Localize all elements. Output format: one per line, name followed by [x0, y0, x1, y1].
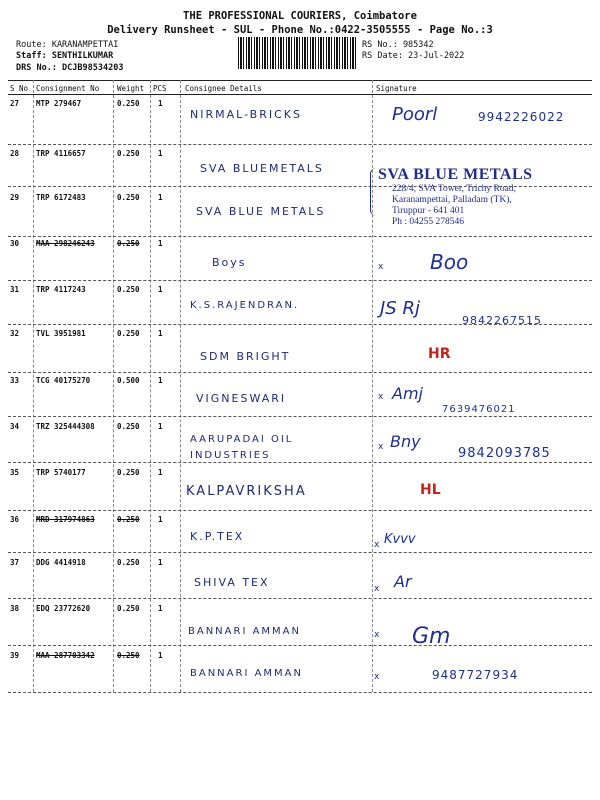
row-weight: 0.250: [117, 468, 140, 477]
row-consignment: TRP 6172483: [36, 193, 86, 202]
column-divider: [113, 80, 114, 692]
row-sno: 34: [10, 422, 20, 431]
tick-mark: x: [378, 442, 384, 452]
row-sno: 28: [10, 149, 20, 158]
row-pcs: 1: [158, 193, 163, 202]
row-pcs: 1: [158, 285, 163, 294]
row-pcs: 1: [158, 329, 163, 338]
row-pcs: 1: [158, 604, 163, 613]
stamp-address-line: Karanampettai, Palladam (TK),: [392, 195, 512, 205]
document-subtitle: Delivery Runsheet - SUL - Phone No.:0422-3505555 - Page No.:3: [107, 24, 493, 36]
document-title: THE PROFESSIONAL COURIERS, Coimbatore: [183, 10, 417, 22]
row-weight: 0.250: [117, 99, 140, 108]
row-weight: 0.250: [117, 558, 140, 567]
row-consignment: MRD 317974863: [36, 515, 95, 524]
signature: Kvvv: [384, 532, 416, 547]
row-sno: 31: [10, 285, 20, 294]
row-separator: [8, 372, 592, 373]
barcode: [238, 37, 358, 69]
signature: HL: [420, 482, 441, 498]
row-consignee: SDM BRIGHT: [200, 350, 291, 363]
row-consignee: K.P.TEX: [190, 530, 245, 543]
staff-label: Staff: SENTHILKUMAR: [16, 51, 114, 61]
row-consignee: KALPAVRIKSHA: [186, 484, 307, 499]
row-consignee: SHIVA TEX: [194, 576, 270, 589]
row-pcs: 1: [158, 422, 163, 431]
row-weight: 0.250: [117, 651, 140, 660]
signature: JS Rj: [380, 298, 420, 319]
row-separator: [8, 645, 592, 646]
signature: Amj: [392, 384, 423, 403]
row-separator: [8, 144, 592, 145]
row-phone: 9842267515: [462, 314, 542, 327]
col-header-weight: Weight: [117, 84, 145, 93]
row-weight: 0.250: [117, 149, 140, 158]
row-consignee: Boys: [212, 256, 247, 269]
row-weight: 0.250: [117, 604, 140, 613]
row-consignment: TRP 4116657: [36, 149, 86, 158]
row-weight: 0.250: [117, 515, 140, 524]
row-consignment: TRP 4117243: [36, 285, 86, 294]
row-pcs: 1: [158, 239, 163, 248]
row-sno: 35: [10, 468, 20, 477]
column-divider: [150, 80, 151, 692]
row-consignment: TCG 40175270: [36, 376, 91, 385]
row-sno: 29: [10, 193, 20, 202]
row-consignee: K.S.RAJENDRAN.: [190, 300, 300, 311]
column-divider: [180, 80, 181, 692]
tick-mark: x: [374, 584, 380, 594]
signature: Bny: [390, 432, 421, 451]
row-pcs: 1: [158, 558, 163, 567]
row-consignment: TRZ 325444308: [36, 422, 95, 431]
row-weight: 0.250: [117, 285, 140, 294]
row-separator: [8, 692, 592, 693]
row-pcs: 1: [158, 149, 163, 158]
row-phone: 9487727934: [432, 668, 519, 682]
row-sno: 27: [10, 99, 20, 108]
row-sno: 37: [10, 558, 20, 567]
row-sno: 39: [10, 651, 20, 660]
signature: Boo: [430, 250, 469, 274]
row-separator: [8, 416, 592, 417]
row-pcs: 1: [158, 651, 163, 660]
row-consignee: AARUPADAI OIL INDUSTRIES: [190, 434, 294, 461]
tick-mark: x: [374, 540, 380, 550]
row-consignment: TVL 3951981: [36, 329, 86, 338]
row-sno: 32: [10, 329, 20, 338]
table-top-rule: [8, 80, 592, 81]
row-pcs: 1: [158, 376, 163, 385]
row-sno: 30: [10, 239, 20, 248]
stamp-name: SVA BLUE METALS: [378, 166, 533, 183]
col-header-signature: Signature: [376, 84, 417, 93]
stamp-address-line: 228/4, SVA Tower, Trichy Road,: [392, 184, 516, 194]
row-consignment: MAA 287703342: [36, 651, 95, 660]
row-sno: 36: [10, 515, 20, 524]
row-consignment: MAA 298246243: [36, 239, 95, 248]
row-consignment: TRP 5740177: [36, 468, 86, 477]
rs-number: RS No.: 985342: [362, 40, 434, 50]
row-separator: [8, 552, 592, 553]
row-weight: 0.250: [117, 422, 140, 431]
col-header-pcs: PCS: [153, 84, 167, 93]
row-pcs: 1: [158, 99, 163, 108]
col-header-consignment: Consignment No: [36, 84, 100, 93]
drs-number: DRS No.: DCJB98534203: [16, 63, 124, 73]
col-header-sno: S No: [10, 84, 29, 93]
row-weight: 0.250: [117, 239, 140, 248]
company-stamp: [378, 166, 570, 228]
row-consignee: BANNARI AMMAN: [188, 626, 301, 637]
row-sno: 38: [10, 604, 20, 613]
stamp-phone: Ph : 04255 278546: [392, 217, 465, 227]
row-consignee: NIRMAL-BRICKS: [190, 108, 302, 121]
row-consignee: BANNARI AMMAN: [190, 668, 303, 679]
stamp-address-line: Tiruppur - 641 401: [392, 206, 465, 216]
row-consignee: SVA BLUE METALS: [196, 205, 326, 218]
row-pcs: 1: [158, 515, 163, 524]
row-phone: 9942226022: [478, 110, 565, 124]
row-separator: [8, 280, 592, 281]
tick-mark: x: [374, 630, 380, 640]
table-header-rule: [8, 94, 592, 95]
row-consignee: VIGNESWARI: [196, 392, 287, 405]
row-phone: 7639476021: [442, 404, 516, 415]
row-phone: 9842093785: [458, 446, 551, 461]
row-consignment: DDG 4414918: [36, 558, 86, 567]
column-divider: [33, 80, 34, 692]
tick-mark: x: [374, 672, 380, 682]
row-consignment: MTP 279467: [36, 99, 82, 108]
row-pcs: 1: [158, 468, 163, 477]
row-consignee: SVA BLUEMETALS: [200, 162, 324, 175]
row-weight: 0.500: [117, 376, 140, 385]
rs-date: RS Date: 23-Jul-2022: [362, 51, 465, 61]
row-weight: 0.250: [117, 193, 140, 202]
route-label: Route: KARANAMPETTAI: [16, 40, 119, 50]
row-separator: [8, 236, 592, 237]
signature: Poorl: [392, 104, 438, 125]
signature: HR: [428, 346, 451, 362]
tick-mark: x: [378, 392, 384, 402]
row-sno: 33: [10, 376, 20, 385]
row-consignment: EDQ 23772620: [36, 604, 91, 613]
signature: Gm: [412, 624, 451, 649]
row-separator: [8, 598, 592, 599]
signature: Ar: [394, 572, 412, 591]
row-weight: 0.250: [117, 329, 140, 338]
row-separator: [8, 510, 592, 511]
tick-mark: x: [378, 262, 384, 272]
col-header-consignee: Consignee Details: [185, 84, 262, 93]
